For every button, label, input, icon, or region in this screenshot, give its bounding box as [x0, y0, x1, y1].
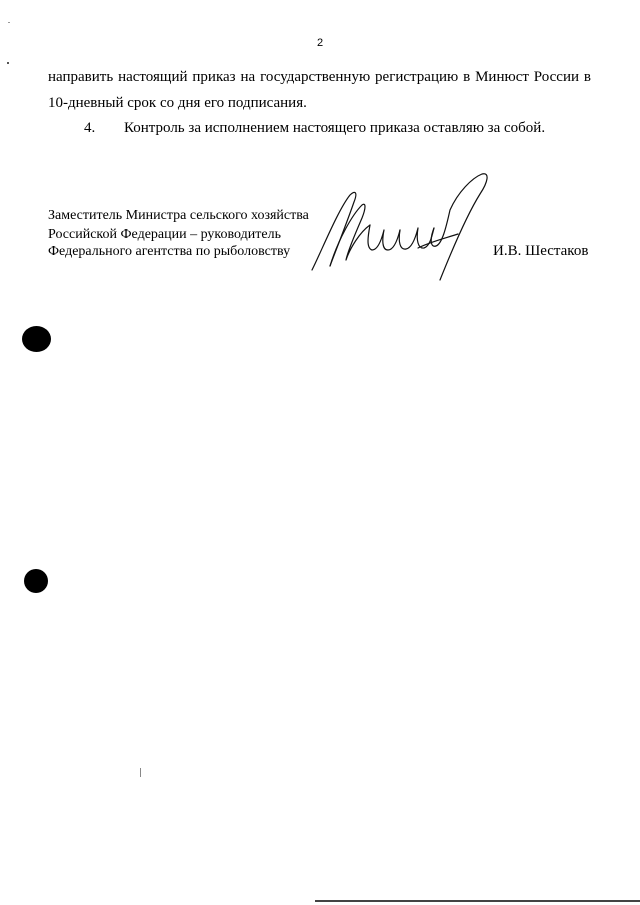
- signer-position-line-3: Федерального агентства по рыболовству: [48, 244, 291, 259]
- punch-hole: [24, 569, 48, 593]
- signer-name: И.В. Шестаков: [493, 243, 589, 259]
- paragraph-line-1: направить настоящий приказ на государственную регистрацию в Минюст России в: [48, 69, 591, 85]
- page-number: 2: [316, 37, 324, 49]
- handwritten-signature: [300, 170, 510, 285]
- scan-bottom-edge: [315, 900, 640, 902]
- signer-position-line-1: Заместитель Министра сельского хозяйства: [48, 208, 309, 223]
- paragraph-line-2: 10-дневный срок со дня его подписания.: [48, 95, 307, 111]
- scan-speck: [140, 768, 141, 777]
- item-text: Контроль за исполнением настоящего приказа оставляю за собой.: [124, 120, 546, 136]
- signer-position-line-2: Российской Федерации – руководитель: [48, 227, 281, 242]
- item-number: 4.: [84, 120, 96, 136]
- scan-speck: [7, 62, 9, 64]
- punch-hole: [22, 326, 51, 352]
- scan-speck: [8, 22, 10, 23]
